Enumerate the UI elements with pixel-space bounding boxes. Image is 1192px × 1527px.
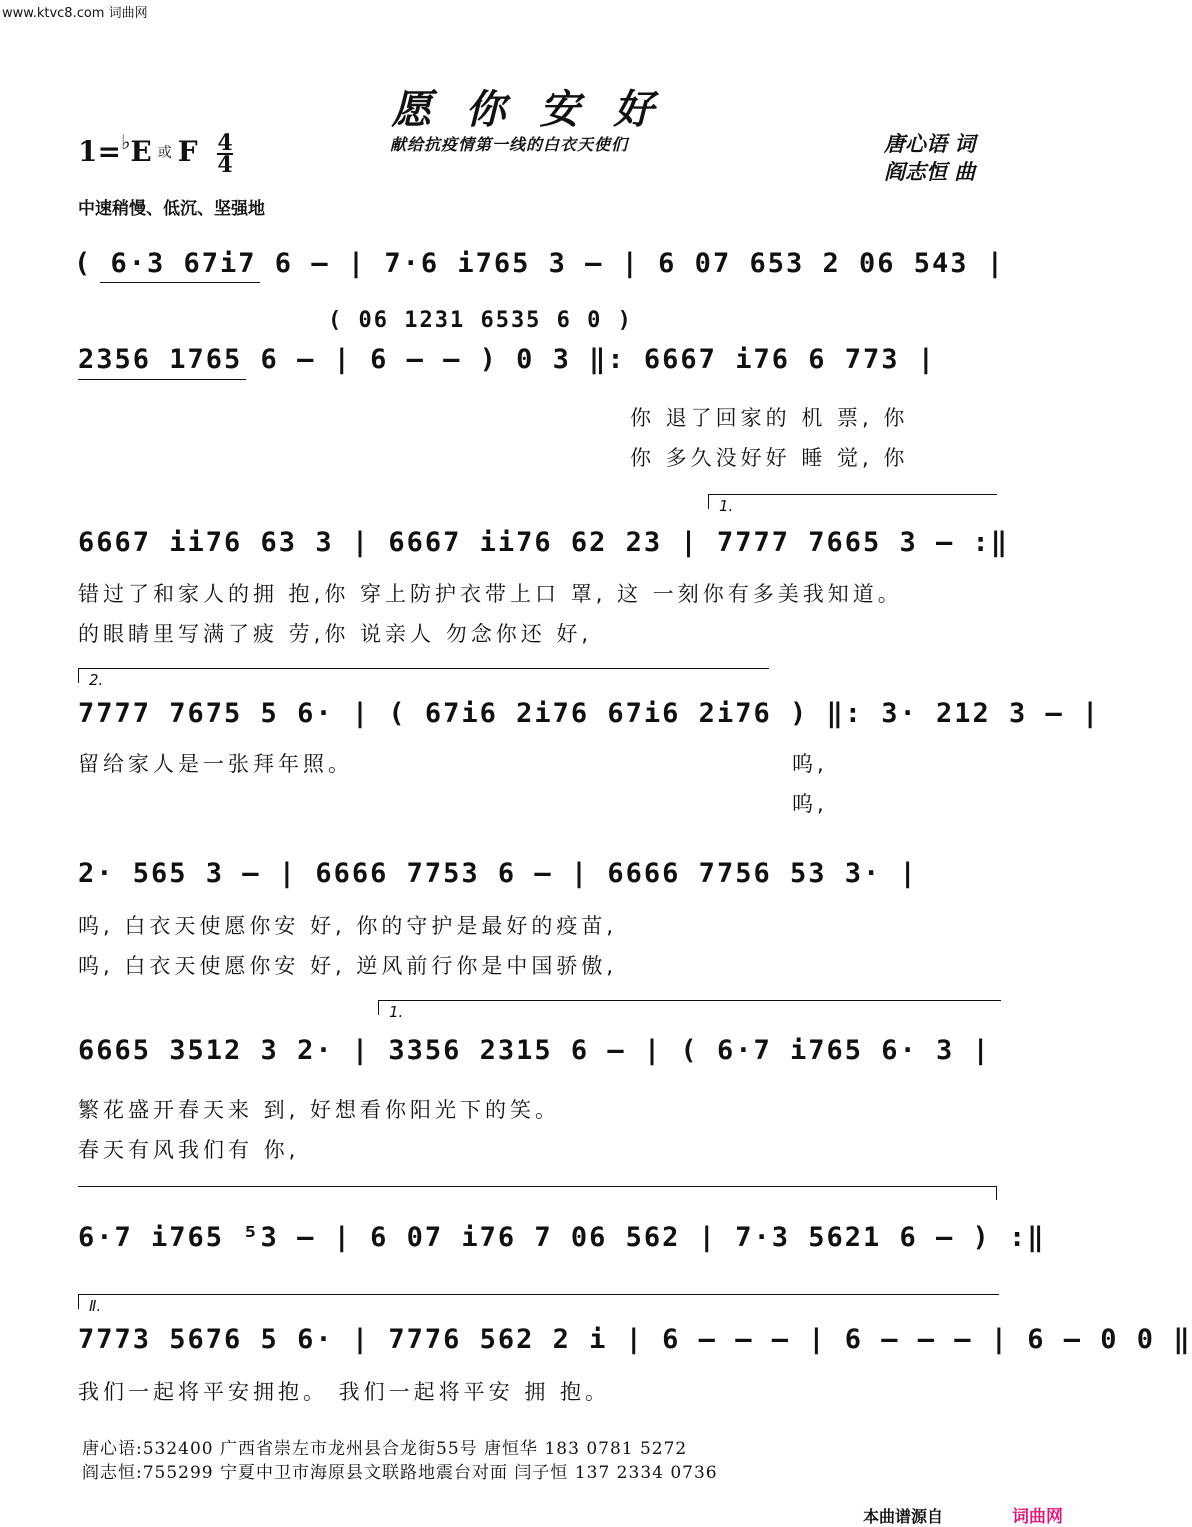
source-label: 本曲谱源自 [863,1507,944,1526]
key-or: 或 [157,145,172,161]
volta-bracket-4 [78,1294,999,1315]
bracket-line [78,1186,996,1187]
key-main: E [130,135,152,168]
contact-line-lyricist: 唐心语:532400 广西省崇左市龙州县合龙街55号 唐恒华 183 0781 5272 [82,1439,688,1459]
time-signature [217,129,233,178]
lyric-row-5-verse-1: 呜, 白衣天使愿你安 好, 你的守护是最好的疫苗, [78,914,618,938]
lyric-row-2-verse-2: 你 多久没好好 睡 觉, 你 [630,446,909,470]
lyric-row-3-verse-2: 的眼睛里写满了疲 劳,你 说亲人 勿念你还 好, [78,622,593,646]
score-row-2: 2356 1765 6 – | 6 – – ) 0 3 ‖: 6667 i76 6 773 | [78,344,937,375]
key-signature [78,129,233,178]
lyric-row-2-verse-1: 你 退了回家的 机 票, 你 [630,406,909,430]
score-row-1: ( 6·3 67i7 6 – | 7·6 i765 3 – | 6 07 653 2 06 543 | [74,248,1006,279]
meter-bottom: 4 [217,151,233,178]
lyric-row-4-refrain-2: 呜, [792,792,828,816]
score-row-4: 7777 7675 5 6· | ( 67i6 2i76 67i6 2i76 ) ‖: 3· 212 3 – | [78,698,1101,729]
lyricist-credit: 唐心语 词 [884,132,976,156]
score-row-3: 6667 ii76 63 3 | 6667 ii76 62 23 | 7777 7665 3 – :‖ [78,527,1010,558]
score-row-5: 2· 565 3 – | 6666 7753 6 – | 6666 7756 53 3· | [78,858,918,889]
lyric-row-3-verse-1: 错过了和家人的拥 抱,你 穿上防护衣带上口 罩, 这 一刻你有多美我知道。 [78,582,903,606]
volta-1-label: 1. [719,497,734,515]
volta-bracket-3 [378,1000,1001,1021]
lyric-row-5-verse-2: 呜, 白衣天使愿你安 好, 逆风前行你是中国骄傲, [78,954,618,978]
underline [100,282,260,283]
song-dedication: 献给抗疫情第一线的白衣天使们 [390,135,629,154]
key-alt: F [177,135,198,168]
composer-credit: 阎志恒 曲 [884,160,976,184]
volta-3-label: 1. [389,1003,404,1021]
site-logo[interactable]: 词曲网 [1012,1507,1063,1527]
underline [78,379,246,380]
watermark-text: www.ktvc8.com 词曲网 [2,6,148,21]
volta-4-label: Ⅱ. [89,1297,102,1315]
score-row-6: 6665 3512 3 2· | 3356 2315 6 – | ( 6·7 i765 6· 3 | [78,1035,991,1066]
lyric-row-4: 留给家人是一张拜年照。 [78,752,353,776]
song-title: 愿你安好 [391,86,688,133]
volta-bracket-1 [708,494,997,515]
volta-2-label: 2. [89,671,104,689]
key-prefix: 1= [78,135,121,168]
score-row-8: 7773 5676 5 6· | 7776 562 2 i | 6 – – – | 6 – – – | 6 – 0 0 ‖ [78,1324,1192,1355]
bracket-end [996,1186,997,1200]
lyric-row-4-refrain-1: 呜, [792,752,828,776]
score-row-7: 6·7 i765 ⁵3 – | 6 07 i76 7 06 562 | 7·3 5621 6 – ) :‖ [78,1222,1046,1253]
lyric-row-6-verse-2: 春天有风我们有 你, [78,1138,300,1162]
lyric-row-6-verse-1: 繁花盛开春天来 到, 好想看你阳光下的笑。 [78,1098,561,1122]
contact-line-composer: 阎志恒:755299 宁夏中卫市海原县文联路地震台对面 闫子恒 137 2334 0736 [82,1463,718,1483]
lyric-row-8: 我们一起将平安拥抱。 我们一起将平安 拥 抱。 [78,1380,611,1404]
flat-sign: ♭ [120,130,131,154]
score-row-2-alt: ( 06 1231 6535 6 0 ) [328,308,633,333]
tempo-marking: 中速稍慢、低沉、坚强地 [78,199,265,219]
meter-top: 4 [217,129,233,156]
volta-bracket-2 [78,668,769,689]
